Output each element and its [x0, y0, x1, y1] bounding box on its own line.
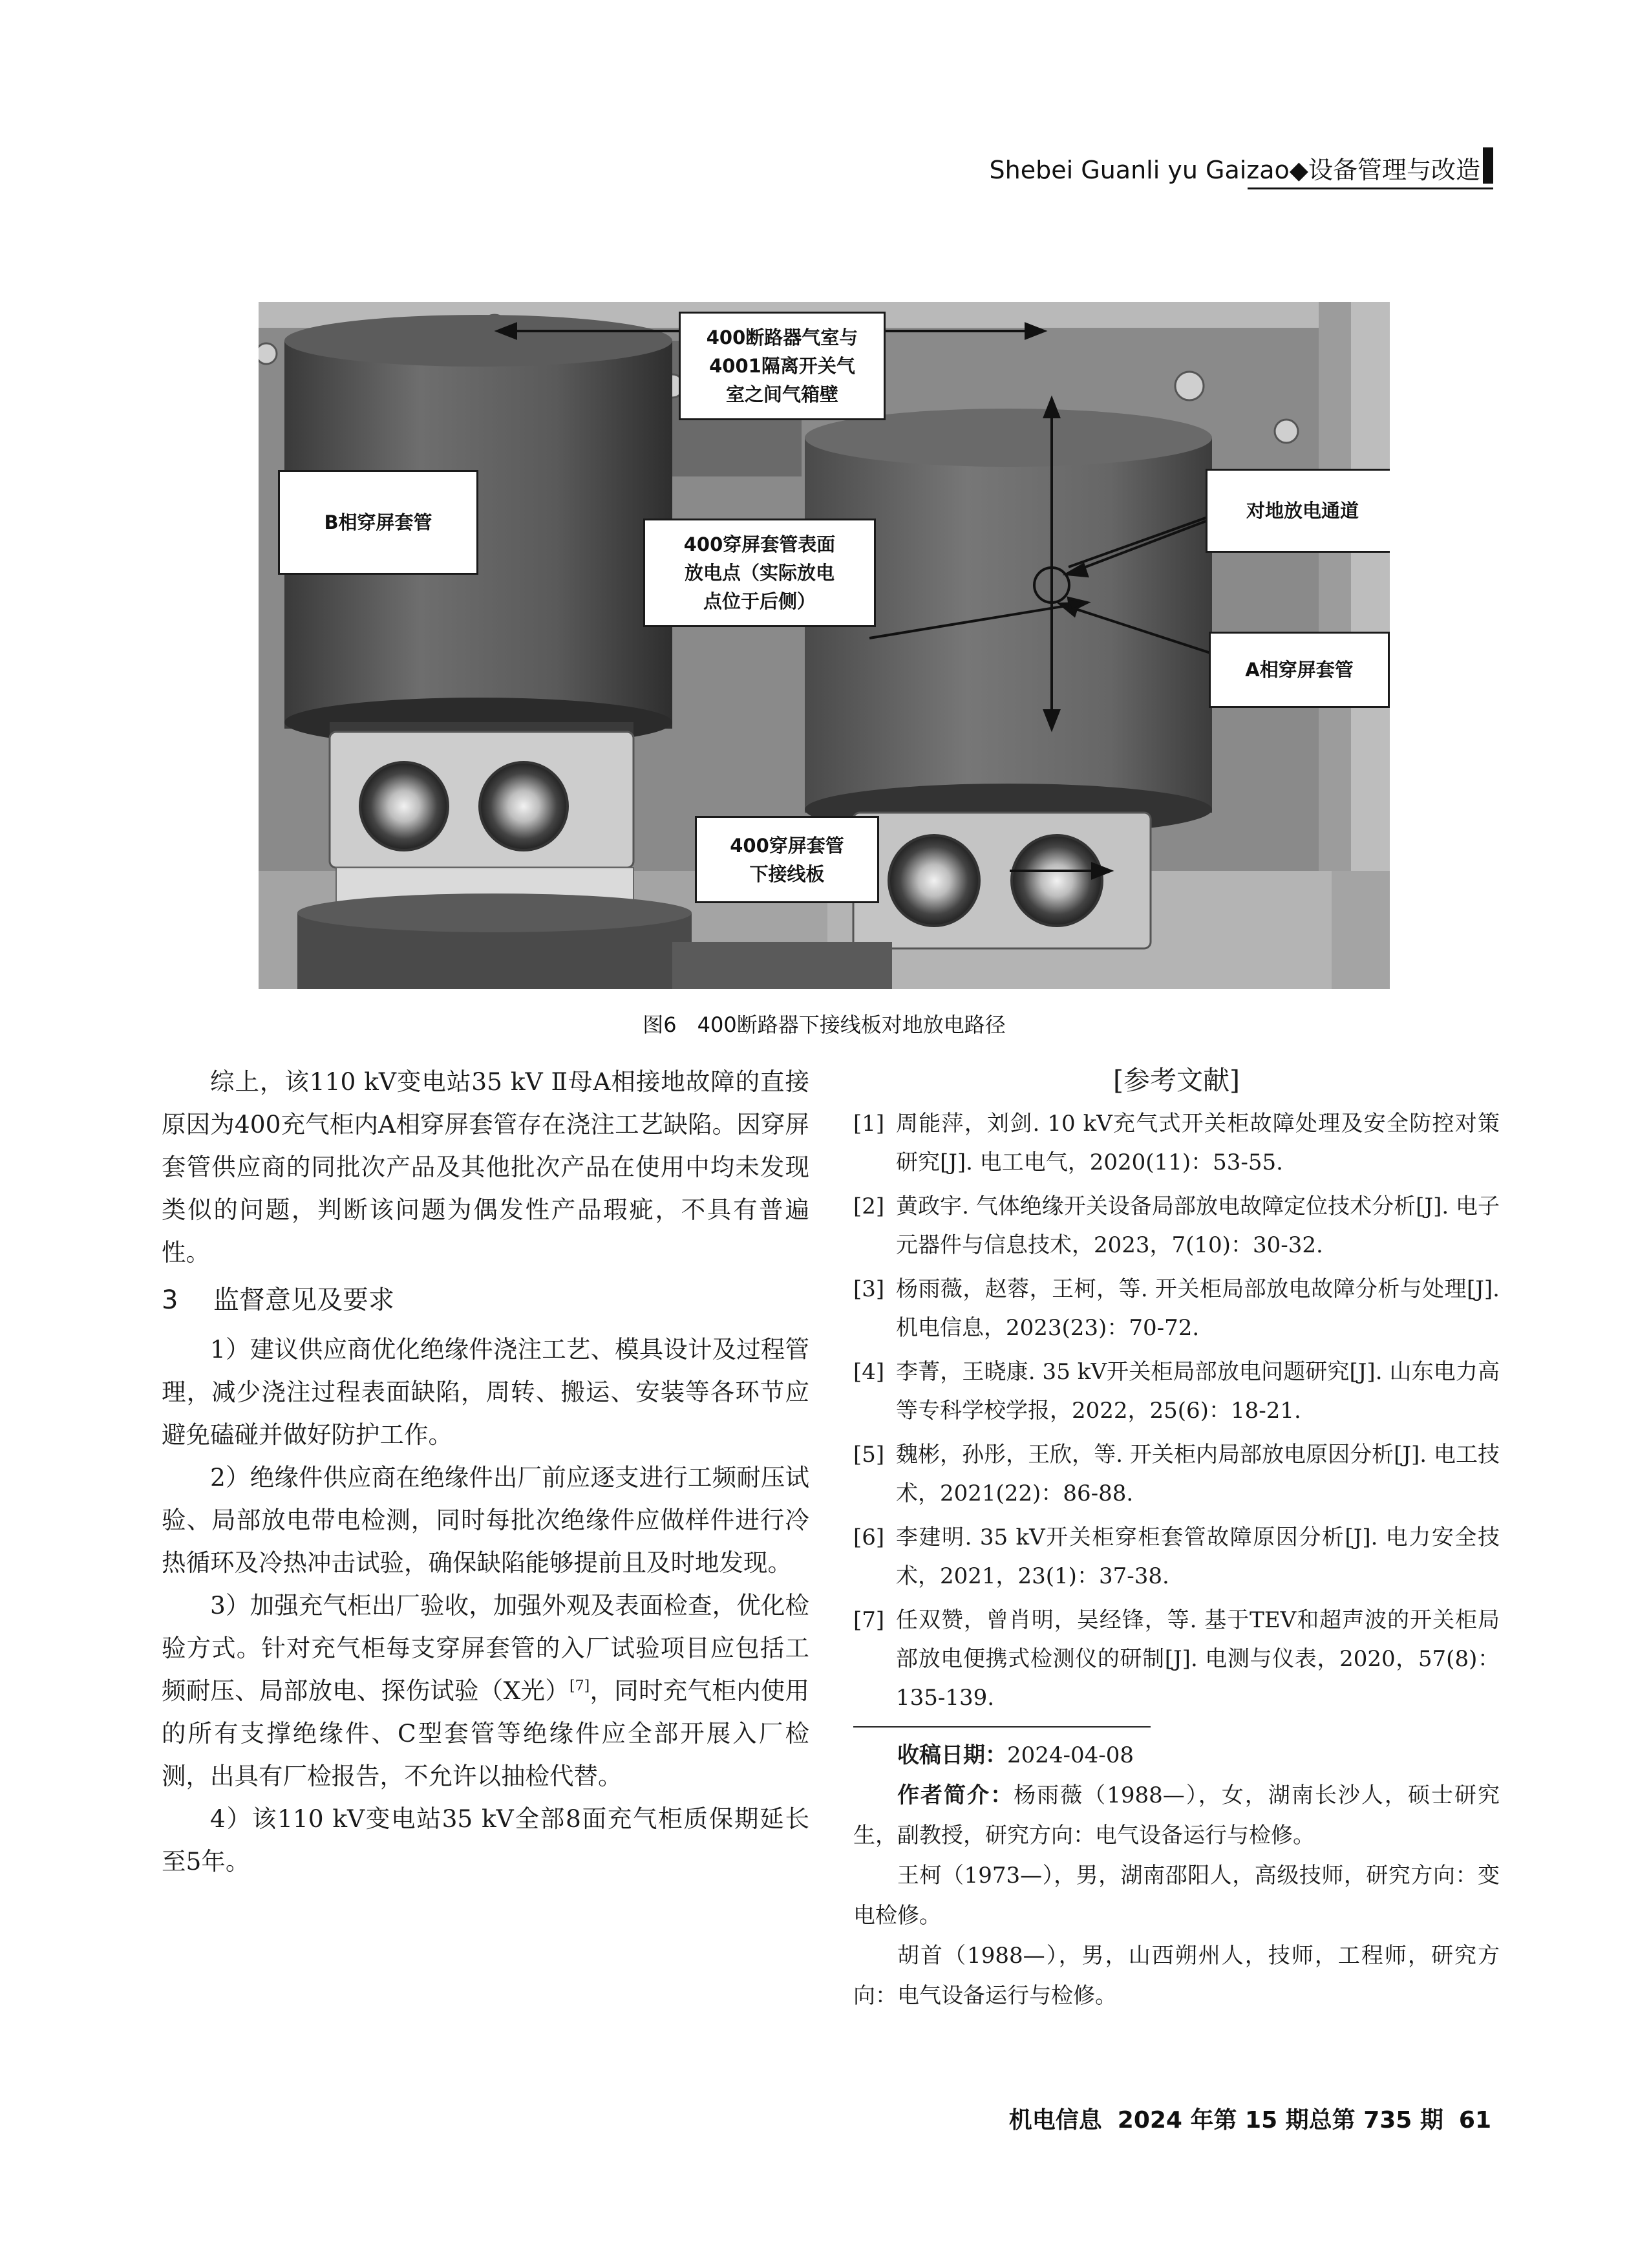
section-heading: [162, 1278, 809, 1323]
author-label: 作者简介：: [897, 1782, 1014, 1808]
header-bar: [1483, 147, 1493, 184]
references-heading: [参考文献]: [1113, 1065, 1240, 1096]
paragraph-item-3: [162, 1584, 809, 1797]
reference-item: [853, 1601, 1500, 1717]
author-intro-3: 胡首（1988—），男，山西朔州人，技师，工程师，研究方向：电气设备运行与检修。: [853, 1943, 1500, 2009]
footnote-divider: [853, 1726, 1151, 1728]
author-intro-1: [853, 1775, 1500, 1856]
figure-caption: 图6 400断路器下接线板对地放电路径: [643, 1012, 1006, 1037]
item-3-text-a: 3）加强充气柜出厂验收，加强外观及表面检查，优化检验方式。针对充气柜每支穿屏套管的入厂试验项目应包括工频耐压、局部放电、探伤试验（X光）: [162, 1591, 809, 1705]
reference-number: [5]: [853, 1442, 885, 1468]
received-date: [853, 1735, 1500, 1775]
running-header: [970, 150, 1493, 195]
label-b-phase-bushing: B相穿屏套管: [278, 470, 478, 575]
label-discharge-point: 400穿屏套管表面 放电点（实际放电 点位于后侧）: [643, 519, 876, 627]
reference-number: [6]: [853, 1524, 885, 1550]
reference-text: 李建明. 35 kV开关柜穿柜套管故障原因分析[J]. 电力安全技术，2021，23(1)：37-38.: [896, 1524, 1500, 1589]
reference-number: [3]: [853, 1276, 885, 1302]
paragraph-conclusion: 综上，该110 kV变电站35 kV Ⅱ母A相接地故障的直接原因为400充气柜内A相穿屏套管存在浇注工艺缺陷。因穿屏套管供应商的同批次产品及其他批次产品在使用中均未发现类似的问题，判断该问题为偶发性产品瑕疵，不具有普遍性。: [162, 1067, 809, 1267]
label-ground-channel: 对地放电通道: [1206, 469, 1390, 553]
received-label: 收稿日期：: [897, 1742, 1007, 1768]
reference-item: [853, 1518, 1500, 1596]
reference-text: 周能萍，刘剑. 10 kV充气式开关柜故障处理及安全防控对策研究[J]. 电工电气，2020(11)：53-55.: [896, 1111, 1500, 1175]
reference-item: [853, 1187, 1500, 1265]
reference-item: [853, 1104, 1500, 1182]
reference-number: [7]: [853, 1607, 885, 1633]
page-footer: [1009, 2102, 1491, 2135]
reference-number: [1]: [853, 1111, 885, 1137]
paragraph-item-2: 2）绝缘件供应商在绝缘件出厂前应逐支进行工频耐压试验、局部放电带电检测，同时每批次绝缘件应做样件进行冷热循环及冷热冲击试验，确保缺陷能够提前且及时地发现。: [162, 1463, 809, 1577]
reference-item: [853, 1435, 1500, 1513]
reference-text: 黄政宇. 气体绝缘开关设备局部放电故障定位技术分析[J]. 电子元器件与信息技术，2023，7(10)：30-32.: [896, 1193, 1500, 1258]
reference-item: [853, 1353, 1500, 1430]
left-column: [162, 1060, 809, 1883]
reference-number: [2]: [853, 1193, 885, 1219]
reference-number: [4]: [853, 1359, 885, 1385]
reference-text: 任双赞，曾肖明，吴经锋，等. 基于TEV和超声波的开关柜局部放电便携式检测仪的研制[J]. 电测与仪表，2020，57(8)：135-139.: [896, 1607, 1500, 1711]
figure-photo: [259, 302, 1390, 989]
reference-text: 魏彬，孙彤，王欣，等. 开关柜内局部放电原因分析[J]. 电工技术，2021(22)：86-88.: [896, 1442, 1500, 1506]
reference-text: 杨雨薇，赵蓉，王柯，等. 开关柜局部放电故障分析与处理[J]. 机电信息，2023(23)：70-72.: [896, 1276, 1500, 1341]
item-3-text-b: ，同时充气柜内使用的所有支撑绝缘件、C型套管等绝缘件应全部开展入厂检测，出具有厂检报告，不允许以抽检代替。: [162, 1676, 809, 1790]
author-intro-2: 王柯（1973—），男，湖南邵阳人，高级技师，研究方向：变电检修。: [853, 1863, 1500, 1929]
paragraph-item-4: 4）该110 kV变电站35 kV全部8面充气柜质保期延长至5年。: [162, 1804, 809, 1876]
right-column: [853, 1060, 1500, 2016]
label-terminal-plate: 400穿屏套管 下接线板: [695, 816, 879, 903]
reference-list: [853, 1104, 1500, 1717]
paragraph-item-1: 1）建议供应商优化绝缘件浇注工艺、模具设计及过程管理，减少浇注过程表面缺陷，周转、搬运、安装等各环节应避免磕碰并做好防护工作。: [162, 1335, 809, 1449]
label-partition-wall: 400断路器气室与 4001隔离开关气 室之间气箱壁: [679, 312, 886, 420]
reference-item: [853, 1270, 1500, 1347]
footer-journal: 机电信息: [1008, 2107, 1102, 2134]
page-number: 61: [1458, 2107, 1491, 2134]
received-value: 2024-04-08: [1007, 1742, 1134, 1768]
header-rule: [1248, 187, 1493, 189]
section-title: 监督意见及要求: [213, 1285, 394, 1315]
label-a-phase-bushing: A相穿屏套管: [1209, 632, 1390, 708]
footer-issue: 2024 年第 15 期总第 735 期: [1117, 2107, 1443, 2134]
section-number: 3: [162, 1285, 178, 1315]
reference-text: 李菁，王晓康. 35 kV开关柜局部放电问题研究[J]. 山东电力高等专科学校学报，2022，25(6)：18-21.: [896, 1359, 1500, 1424]
running-title: Shebei Guanli yu Gaizao◆设备管理与改造: [989, 156, 1480, 184]
author-1-text: 杨雨薇（1988—），女，湖南长沙人，硕士研究生，副教授，研究方向：电气设备运行与检修。: [853, 1782, 1500, 1848]
citation-7: [7]: [569, 1678, 590, 1695]
